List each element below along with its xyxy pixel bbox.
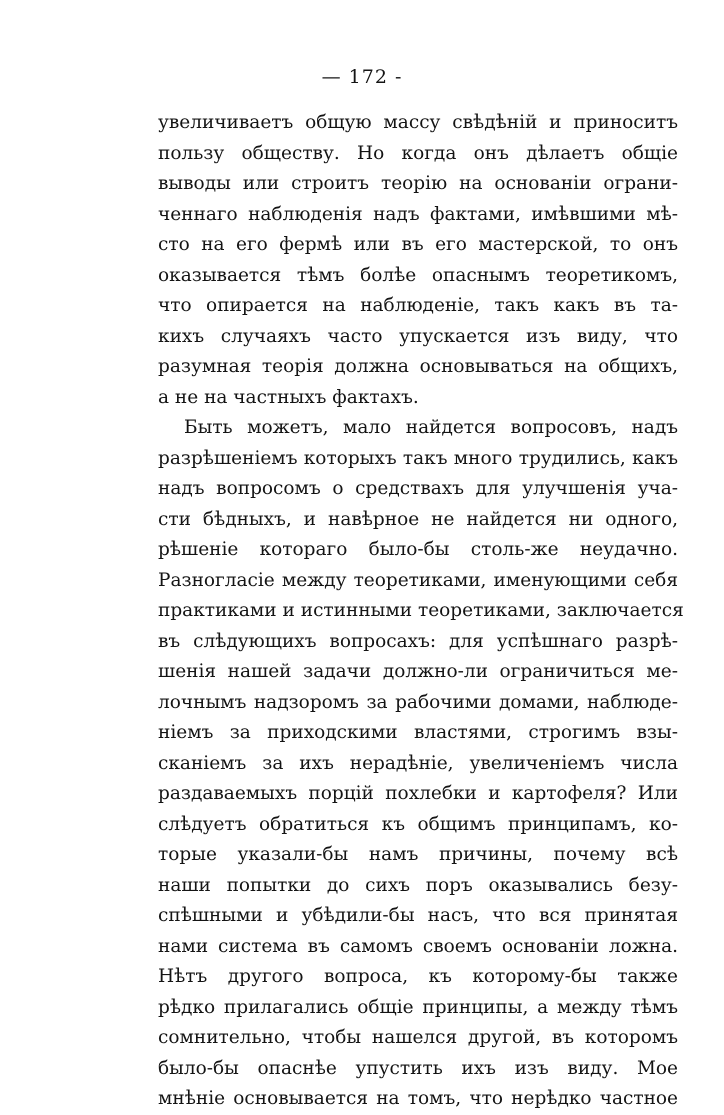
- body-text: [158, 108, 684, 1115]
- text-line: разумная теорія должна основываться на общихъ,: [158, 356, 678, 377]
- text-line: наши попытки до сихъ поръ оказывались безу-: [158, 874, 678, 896]
- text-line: шенія нашей задачи должно-ли ограничиться ме-: [158, 661, 678, 682]
- text-line: оказывается тѣмъ болѣе опаснымъ теоретикомъ,: [158, 264, 678, 286]
- text-line: рѣшеніе котораго было-бы столь-же неудачно.: [158, 539, 678, 560]
- text-line: практиками и истинными теоретиками, заключается: [158, 600, 684, 621]
- text-line: рѣдко прилагались общіе принципы, а между тѣмъ: [158, 996, 678, 1018]
- text-line: было-бы опаснѣе упустить ихъ изъ виду. Мое: [158, 1057, 678, 1079]
- text-line: ченнаго наблюденія надъ фактами, имѣвшими мѣ-: [158, 203, 678, 225]
- paragraph-start-line: Быть можетъ, мало найдется вопросовъ, надъ: [184, 417, 678, 438]
- text-line: пользу обществу. Но когда онъ дѣлаетъ общіе: [158, 142, 678, 164]
- text-line: слѣдуетъ обратиться къ общимъ принципамъ, ко-: [158, 813, 678, 835]
- text-line: лочнымъ надзоромъ за рабочими домами, наблюде-: [158, 691, 678, 713]
- text-line: сти бѣдныхъ, и навѣрное не найдется ни одного,: [158, 508, 678, 530]
- text-line: кихъ случаяхъ часто упускается изъ виду, что: [158, 325, 678, 347]
- text-line: нами система въ самомъ своемъ основаніи ложна.: [158, 935, 678, 957]
- text-line: выводы или строитъ теорію на основаніи ограни-: [158, 173, 678, 194]
- text-line: мнѣніе основывается на томъ, что нерѣдко частное: [158, 1088, 678, 1109]
- text-line: увеличиваетъ общую массу свѣдѣній и приноситъ: [158, 112, 678, 133]
- text-line: въ слѣдующихъ вопросахъ: для успѣшнаго разрѣ-: [158, 630, 678, 652]
- paragraph-end-line: а не на частныхъ фактахъ.: [158, 386, 419, 408]
- text-line: сканіемъ за ихъ нерадѣніе, увеличеніемъ числа: [158, 752, 678, 774]
- text-line: надъ вопросомъ о средствахъ для улучшенія уча-: [158, 478, 678, 499]
- text-line: Разногласіе между теоретиками, именующими себя: [158, 569, 678, 591]
- text-line: торые указали-бы намъ причины, почему всѣ: [158, 844, 678, 865]
- text-line: разрѣшеніемъ которыхъ такъ много трудились, какъ: [158, 447, 678, 469]
- text-line: что опирается на наблюденіе, такъ какъ въ та-: [158, 295, 678, 316]
- text-line: сомнительно, чтобы нашелся другой, въ которомъ: [158, 1027, 678, 1048]
- text-line: ніемъ за приходскими властями, строгимъ взы-: [158, 722, 678, 743]
- text-line: спѣшными и убѣдили-бы насъ, что вся принятая: [158, 905, 678, 926]
- text-line: Нѣтъ другого вопроса, къ которому-бы также: [158, 966, 678, 987]
- page-number: — 172 -: [321, 66, 403, 88]
- text-line: раздаваемыхъ порцій похлебки и картофеля? Или: [158, 783, 678, 804]
- text-line: сто на его фермѣ или въ его мастерской, то онъ: [158, 234, 678, 255]
